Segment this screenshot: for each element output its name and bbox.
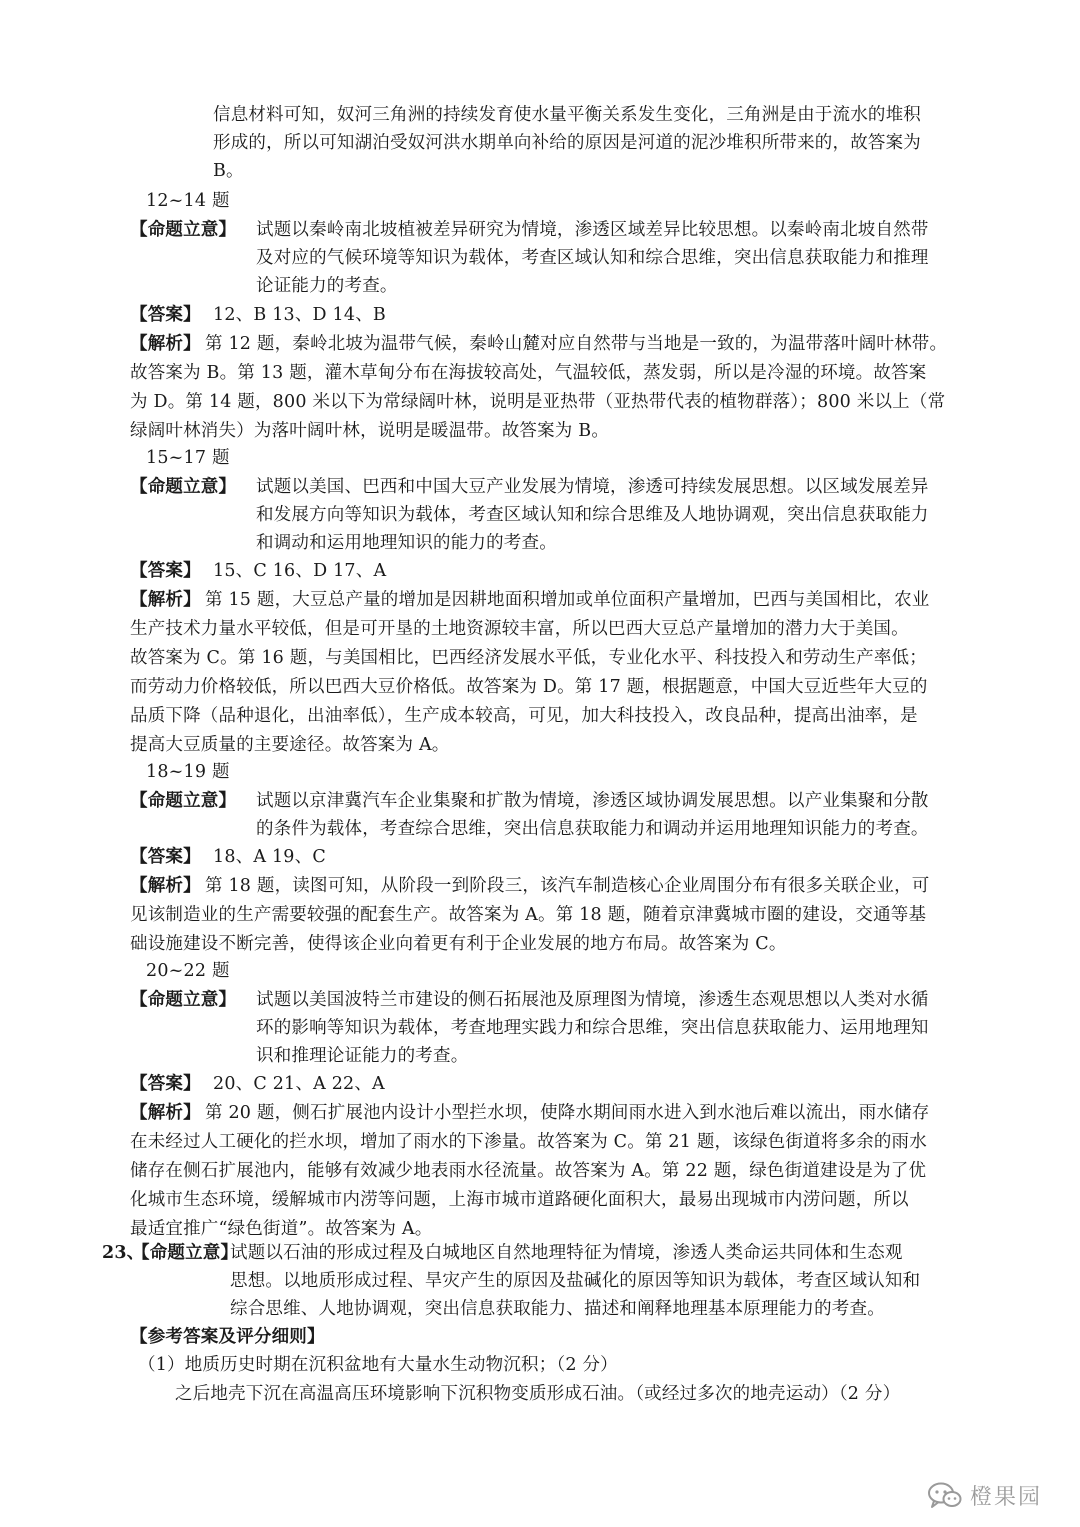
text-line: 故答案为 B。第 13 题，灌木草甸分布在海拔较高处，气温较低，蒸发弱，所以是冷湿的环境。故答案 (130, 363, 927, 383)
question-number: 23、 (102, 1243, 145, 1263)
text-line: 第 18 题，读图可知，从阶段一到阶段三，该汽车制造核心企业周围分布有很多关联企业，可 (205, 876, 930, 896)
text-line: 论证能力的考查。 (256, 276, 398, 296)
answer-label: 【答案】 (130, 847, 201, 867)
text-line: 试题以石油的形成过程及白城地区自然地理特征为情境，渗透人类命运共同体和生态观 (230, 1243, 903, 1263)
answer-text: 15、C 16、D 17、A (213, 561, 387, 581)
text-line: 品质下降（品种退化，出油率低），生产成本较高，可见，加大科技投入，改良品种，提高出油率，是 (130, 706, 918, 726)
text-line: 综合思维、人地协调观，突出信息获取能力、描述和阐释地理基本原理能力的考查。 (230, 1299, 885, 1319)
analysis-label: 【解析】 (130, 1103, 201, 1123)
watermark (928, 1480, 1042, 1511)
text-line: 和发展方向等知识为载体，考查区域认知和综合思维及人地协调观，突出信息获取能力 (256, 505, 929, 525)
question-range: 12~14 题 (146, 191, 230, 211)
analysis-label: 【解析】 (130, 590, 201, 610)
text-line: 础设施建设不断完善，使得该企业向着更有利于企业发展的地方布局。故答案为 C。 (130, 934, 787, 954)
text-line: 试题以京津冀汽车企业集聚和扩散为情境，渗透区域协调发展思想。以产业集聚和分散 (256, 791, 929, 811)
text-line: 思想。以地质形成过程、旱灾产生的原因及盐碱化的原因等知识为载体，考查区域认知和 (230, 1271, 921, 1291)
text-line: 而劳动力价格较低，所以巴西大豆价格低。故答案为 D。第 17 题，根据题意，中国大豆近些年大豆的 (130, 677, 928, 697)
intent-label: 【命题立意】 (130, 477, 237, 497)
question-range: 20~22 题 (146, 961, 230, 981)
intent-label: 【命题立意】 (130, 791, 237, 811)
text-line: 在未经过人工硬化的拦水坝，增加了雨水的下渗量。故答案为 C。第 21 题，该绿色街道将多余的雨水 (130, 1132, 927, 1152)
answer-label: 【答案】 (130, 1074, 201, 1094)
text-line: 及对应的气候环境等知识为载体，考查区域认知和综合思维，突出信息获取能力和推理 (256, 248, 929, 268)
text-line: 为 D。第 14 题，800 米以下为常绿阔叶林，说明是亚热带（亚热带代表的植物群落）；800 米以上（常 (130, 392, 946, 412)
text-line: 环的影响等知识为载体，考查地理实践力和综合思维，突出信息获取能力、运用地理知 (256, 1018, 929, 1038)
intent-label: 【命题立意】 (130, 990, 237, 1010)
text-line: 绿阔叶林消失）为落叶阔叶林，说明是暖温带。故答案为 B。 (130, 421, 610, 441)
text-line: 的条件为载体，考查综合思维，突出信息获取能力和调动并运用地理知识能力的考查。 (256, 819, 929, 839)
text-line: 化城市生态环境，缓解城市内涝等问题，上海市城市道路硬化面积大，最易出现城市内涝问题，所以 (130, 1190, 909, 1210)
text-line: 最适宜推广“绿色街道”。故答案为 A。 (130, 1219, 433, 1239)
watermark-text: 橙果园 (969, 1485, 1042, 1510)
text-line: 提高大豆质量的主要途径。故答案为 A。 (130, 735, 450, 755)
text-line: B。 (213, 161, 244, 181)
answer-text: 12、B 13、D 14、B (213, 305, 386, 325)
analysis-label: 【解析】 (130, 334, 201, 354)
question-range: 18~19 题 (146, 762, 230, 782)
text-line: 第 12 题，秦岭北坡为温带气候，秦岭山麓对应自然带与当地是一致的，为温带落叶阔叶林带。 (205, 334, 948, 354)
text-line: 试题以美国、巴西和中国大豆产业发展为情境，渗透可持续发展思想。以区域发展差异 (256, 477, 929, 497)
text-line: 故答案为 C。第 16 题，与美国相比，巴西经济发展水平低，专业化水平、科技投入和劳动生产率低； (130, 648, 927, 668)
text-line: （1）地质历史时期在沉积盆地有大量水生动物沉积；（2 分） (138, 1355, 618, 1375)
intent-label: 【命题立意】 (130, 220, 237, 240)
text-line: 试题以秦岭南北坡植被差异研究为情境，渗透区域差异比较思想。以秦岭南北坡自然带 (256, 220, 929, 240)
text-line: 储存在侧石扩展池内，能够有效减少地表雨水径流量。故答案为 A。第 22 题，绿色街道建设是为了优 (130, 1161, 927, 1181)
text-line: 生产技术力量水平较低，但是可开垦的土地资源较丰富，所以巴西大豆总产量增加的潜力大于美国。 (130, 619, 909, 639)
text-line: 信息材料可知，奴河三角洲的持续发育使水量平衡关系发生变化，三角洲是由于流水的堆积 (213, 105, 921, 125)
question-range: 15~17 题 (146, 448, 230, 468)
text-line: 第 20 题，侧石扩展池内设计小型拦水坝，使降水期间雨水进入到水池后难以流出，雨水储存 (205, 1103, 930, 1123)
text-line: 试题以美国波特兰市建设的侧石拓展池及原理图为情境，渗透生态观思想以人类对水循 (256, 990, 929, 1010)
text-line: 和调动和运用地理知识的能力的考查。 (256, 533, 557, 553)
answer-text: 18、A 19、C (213, 847, 326, 867)
answer-text: 20、C 21、A 22、A (213, 1074, 385, 1094)
text-line: 之后地壳下沉在高温高压环境影响下沉积物变质形成石油。（或经过多次的地壳运动）（2 分） (175, 1384, 901, 1404)
wechat-icon (928, 1482, 962, 1510)
text-line: 见该制造业的生产需要较强的配套生产。故答案为 A。第 18 题，随着京津冀城市圈的建设，交通等基 (130, 905, 927, 925)
text-line: 形成的，所以可知湖泊受奴河洪水期单向补给的原因是河道的泥沙堆积所带来的，故答案为 (213, 133, 921, 153)
text-line: 第 15 题，大豆总产量的增加是因耕地面积增加或单位面积产量增加，巴西与美国相比，农业 (205, 590, 930, 610)
reference-answer-label: 【参考答案及评分细则】 (130, 1327, 325, 1347)
analysis-label: 【解析】 (130, 876, 201, 896)
answer-label: 【答案】 (130, 305, 201, 325)
answer-label: 【答案】 (130, 561, 201, 581)
text-line: 识和推理论证能力的考查。 (256, 1046, 469, 1066)
intent-label: 【命题立意】 (132, 1243, 239, 1263)
